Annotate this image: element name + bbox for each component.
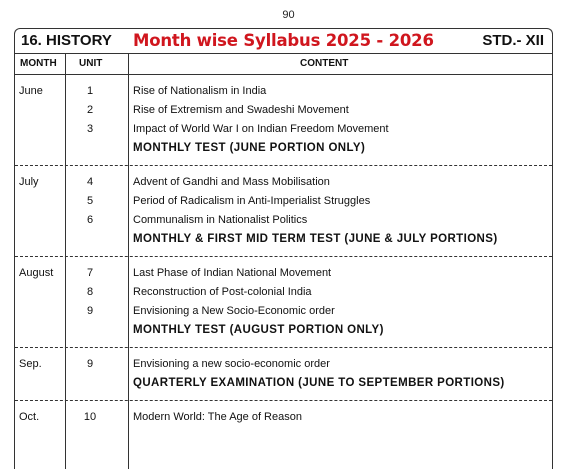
month-label: Sep. [19,358,42,370]
column-header-month: MONTH [20,58,57,69]
month-label: July [19,176,39,188]
topic-text: Envisioning a new socio-economic order [133,358,330,370]
unit-number: 4 [86,176,94,188]
topic-text: Advent of Gandhi and Mass Mobilisation [133,176,330,188]
month-label: June [19,85,43,97]
topic-text: Impact of World War I on Indian Freedom Movement [133,123,389,135]
month-section [15,166,552,257]
unit-number: 9 [86,305,94,317]
unit-number: 1 [86,85,94,97]
content-column [133,264,384,340]
topic-text: Reconstruction of Post-colonial India [133,286,312,298]
unit-column [77,355,103,374]
content-column [133,408,302,427]
month-section [15,401,552,435]
unit-number: 6 [86,214,94,226]
month-section [15,257,552,348]
unit-column [77,82,103,139]
unit-number: 8 [86,286,94,298]
unit-column [77,408,103,427]
test-note: MONTHLY TEST (JUNE PORTION ONLY) [133,142,366,154]
test-note: MONTHLY TEST (AUGUST PORTION ONLY) [133,324,384,336]
column-header-unit: UNIT [79,58,103,69]
test-note: MONTHLY & FIRST MID TERM TEST (JUNE & JULY PORTIONS) [133,233,498,245]
syllabus-table [14,28,553,469]
standard-label: STD.- XII [482,32,544,49]
topic-text: Period of Radicalism in Anti-Imperialist Struggles [133,195,371,207]
unit-column [77,173,103,230]
syllabus-body [15,75,552,435]
content-column [133,173,498,249]
syllabus-title: Month wise Syllabus 2025 - 2026 [133,31,434,50]
month-section [15,348,552,401]
topic-text: Envisioning a New Socio-Economic order [133,305,335,317]
unit-number: 5 [86,195,94,207]
test-note: QUARTERLY EXAMINATION (JUNE TO SEPTEMBER PORTIONS) [133,377,505,389]
month-section [15,75,552,166]
unit-number: 2 [86,104,94,116]
column-headers [15,54,552,75]
unit-number: 7 [86,267,94,279]
unit-number: 3 [86,123,94,135]
month-label: Oct. [19,411,40,423]
topic-text: Last Phase of Indian National Movement [133,267,332,279]
subject-label: 16. HISTORY [21,32,112,49]
unit-number: 10 [83,411,97,423]
topic-text: Modern World: The Age of Reason [133,411,302,423]
topic-text: Rise of Nationalism in India [133,85,267,97]
unit-number: 9 [86,358,94,370]
topic-text: Rise of Extremism and Swadeshi Movement [133,104,349,116]
table-header [15,29,552,54]
topic-text: Communalism in Nationalist Politics [133,214,308,226]
content-column [133,82,389,158]
page-number: 90 [282,9,295,21]
month-label: August [19,267,54,279]
content-column [133,355,505,393]
unit-column [77,264,103,321]
column-header-content: CONTENT [300,58,349,69]
